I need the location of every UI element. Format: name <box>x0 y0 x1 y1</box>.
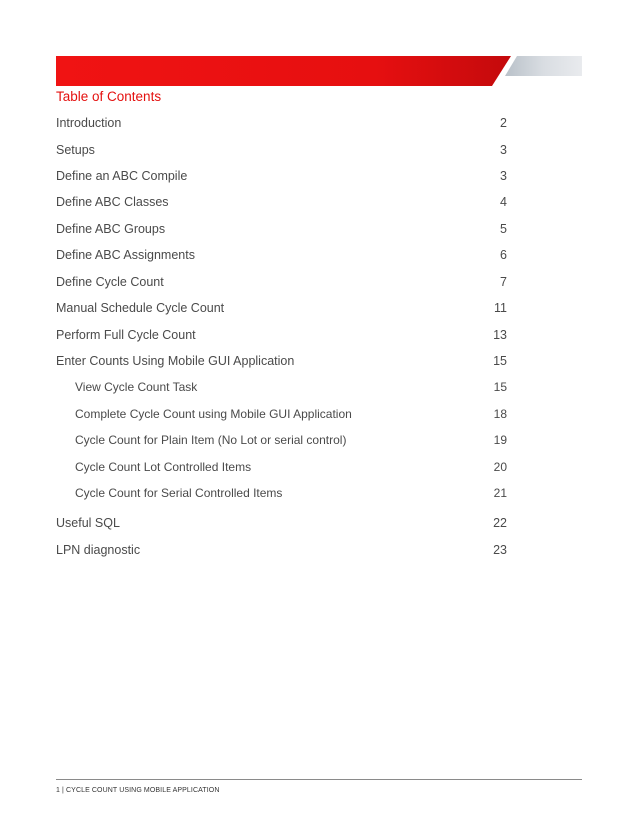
footer-page-number: 1 <box>56 787 60 794</box>
toc-entry-text: Define Cycle Count <box>56 275 164 289</box>
toc-entry-text: Introduction <box>56 116 122 130</box>
toc-subentry-serial-controlled[interactable] <box>75 484 507 502</box>
toc-entry-page: 23 <box>493 543 507 557</box>
footer-divider <box>56 779 582 780</box>
toc-entry-page: 15 <box>493 354 507 368</box>
toc-subentry-lot-controlled[interactable] <box>75 458 507 476</box>
toc-entry-introduction[interactable] <box>56 114 507 132</box>
toc-entry-page: 7 <box>500 275 507 289</box>
page-footer <box>56 787 220 794</box>
toc-entry-page: 5 <box>500 222 507 236</box>
toc-entry-text: Cycle Count for Plain Item (No Lot or serial control) <box>75 433 347 447</box>
toc-entry-setups[interactable] <box>56 141 507 159</box>
toc-entry-page: 2 <box>500 116 507 130</box>
toc-entry-page: 18 <box>493 407 507 421</box>
toc-entry-text: View Cycle Count Task <box>75 380 198 394</box>
toc-entry-text: Enter Counts Using Mobile GUI Application <box>56 354 295 368</box>
footer-document-title: CYCLE COUNT USING MOBILE APPLICATION <box>66 787 220 794</box>
toc-entry-enter-counts-mobile-gui[interactable] <box>56 352 507 370</box>
toc-subentry-plain-item[interactable] <box>75 431 507 449</box>
toc-entry-text: Define ABC Assignments <box>56 248 195 262</box>
toc-entry-page: 4 <box>500 195 507 209</box>
toc-entry-page: 3 <box>500 169 507 183</box>
toc-entry-define-cycle-count[interactable] <box>56 273 507 291</box>
toc-entry-text: Define ABC Groups <box>56 222 166 236</box>
toc-title: Table of Contents <box>56 89 162 104</box>
toc-entry-page: 11 <box>494 301 507 315</box>
toc-entry-define-abc-groups[interactable] <box>56 220 507 238</box>
toc-entry-page: 6 <box>500 248 507 262</box>
toc-entry-manual-schedule-cycle-count[interactable] <box>56 299 507 317</box>
toc-entry-perform-full-cycle-count[interactable] <box>56 326 507 344</box>
toc-entry-define-abc-compile[interactable] <box>56 167 507 185</box>
toc-entry-text: Define ABC Classes <box>56 195 169 209</box>
toc-entry-page: 20 <box>493 460 507 474</box>
toc-entry-page: 3 <box>500 143 507 157</box>
toc-entry-text: Cycle Count for Serial Controlled Items <box>75 486 283 500</box>
toc-entry-text: Cycle Count Lot Controlled Items <box>75 460 252 474</box>
toc-entry-define-abc-classes[interactable] <box>56 193 507 211</box>
toc-entry-define-abc-assignments[interactable] <box>56 246 507 264</box>
toc-entry-page: 13 <box>493 328 507 342</box>
toc-entry-page: 22 <box>493 516 507 530</box>
toc-subentry-complete-cycle-count[interactable] <box>75 405 507 423</box>
toc-entry-text: Perform Full Cycle Count <box>56 328 196 342</box>
toc-entry-lpn-diagnostic[interactable] <box>56 541 507 559</box>
toc-entry-text: Useful SQL <box>56 516 120 530</box>
footer-separator: | <box>62 787 64 794</box>
toc-entry-useful-sql[interactable] <box>56 514 507 532</box>
toc-entry-text: Define an ABC Compile <box>56 169 188 183</box>
toc-entry-text: LPN diagnostic <box>56 543 141 557</box>
toc-entry-page: 15 <box>493 380 507 394</box>
toc-entry-text: Complete Cycle Count using Mobile GUI Application <box>75 407 352 421</box>
toc-entry-page: 19 <box>493 433 507 447</box>
toc-subentry-view-cycle-count-task[interactable] <box>75 378 507 396</box>
toc-entry-text: Setups <box>56 143 95 157</box>
toc-entry-text: Manual Schedule Cycle Count <box>56 301 225 315</box>
toc-entry-page: 21 <box>493 486 507 500</box>
